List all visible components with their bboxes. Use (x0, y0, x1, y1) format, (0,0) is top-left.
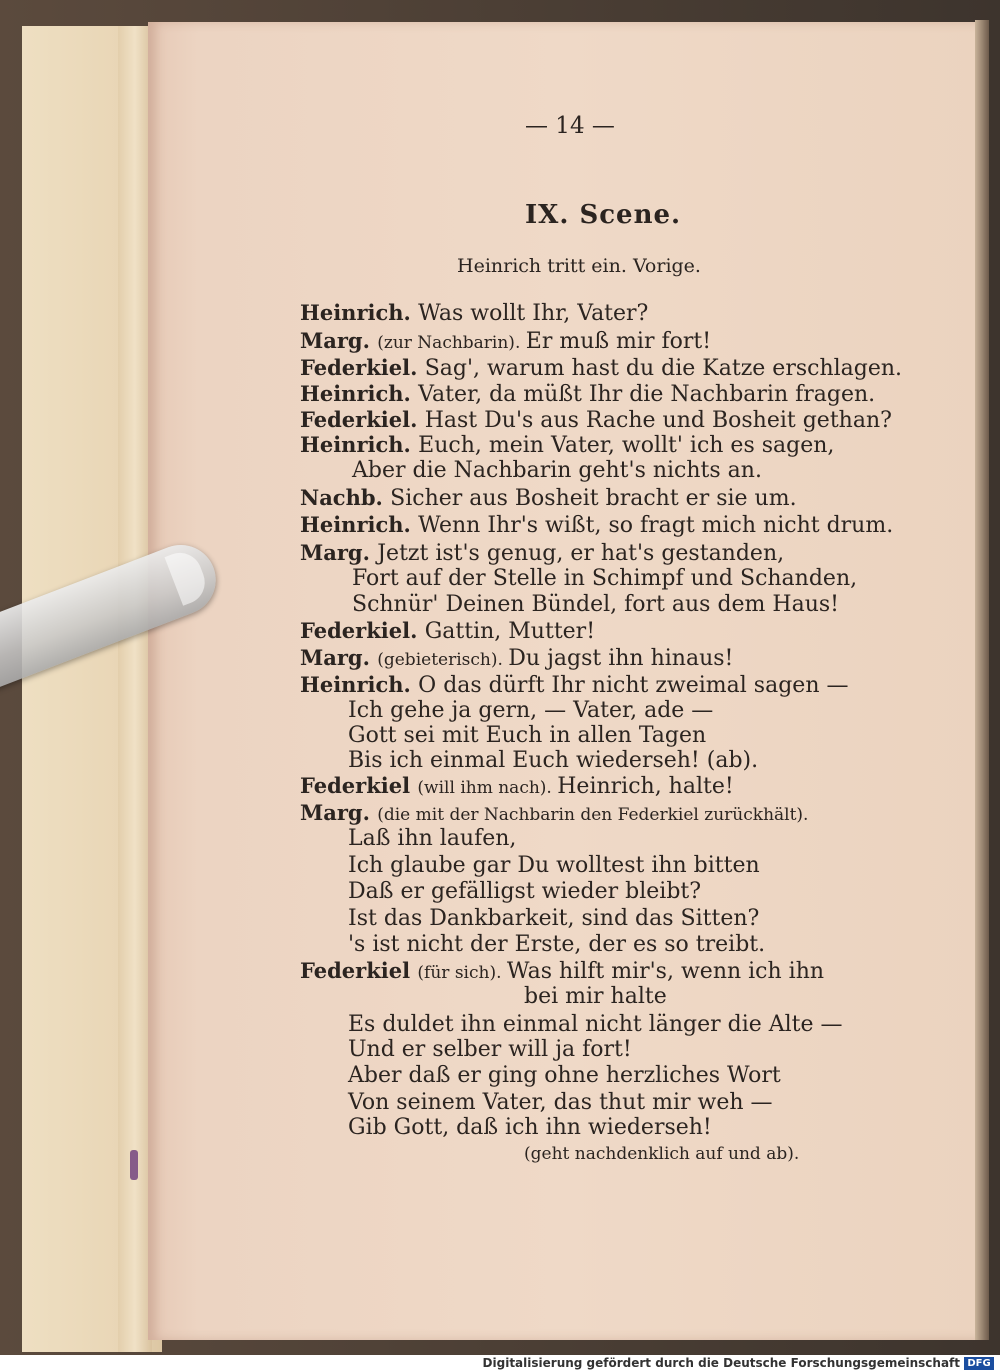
line-text: Daß er gefälligst wieder bleibt? (348, 879, 702, 904)
ruler-highlight (165, 547, 212, 606)
line-text: Du jagst ihn hinaus! (508, 646, 734, 671)
dialogue-line (348, 723, 706, 749)
dialogue-line (300, 485, 797, 512)
speaker-name: Federkiel (300, 958, 418, 983)
dialogue-line (348, 748, 758, 774)
dialogue-line (524, 984, 667, 1010)
line-text: Vater, da müßt Ihr die Nachbarin fragen. (418, 382, 876, 407)
line-text: Schnür' Deinen Bündel, fort aus dem Haus! (352, 592, 839, 617)
line-text: Ist das Dankbarkeit, sind das Sitten? (348, 906, 760, 931)
stage-note: (gebieterisch). (377, 650, 509, 670)
dialogue-line (348, 1090, 773, 1116)
dialogue-line (352, 458, 762, 484)
line-text: Von seinem Vater, das thut mir weh — (348, 1090, 773, 1115)
line-text: Bis ich einmal Euch wiederseh! (ab). (348, 748, 759, 773)
speaker-name: Heinrich. (300, 432, 419, 457)
line-text: Fort auf der Stelle in Schimpf und Schanden, (352, 566, 858, 591)
line-text: Aber daß er ging ohne herzliches Wort (348, 1063, 781, 1088)
line-text: O das dürft Ihr nicht zweimal sagen — (418, 673, 849, 698)
speaker-name: Heinrich. (300, 381, 419, 406)
line-text: Was hilft mir's, wenn ich ihn (506, 959, 825, 984)
speaker-name: Nachb. (300, 485, 391, 510)
dialogue-line (300, 800, 808, 828)
speaker-name: Marg. (300, 800, 378, 825)
speaker-name: Federkiel (300, 773, 418, 798)
dialogue-line (348, 826, 516, 852)
line-text: Sicher aus Bosheit bracht er sie um. (390, 486, 797, 511)
dialogue-line (524, 1140, 799, 1167)
dialogue-line (300, 432, 834, 459)
dialogue-line (300, 645, 733, 673)
line-text: Laß ihn laufen, (348, 826, 517, 851)
line-text: Wenn Ihr's wißt, so fragt mich nicht drum. (418, 513, 894, 538)
dialogue-line (300, 958, 824, 986)
dialogue-line (300, 540, 784, 567)
line-text: Gib Gott, daß ich ihn wiederseh! (348, 1115, 712, 1140)
stage-note: (geht nachdenklich auf und ab). (524, 1144, 800, 1164)
speaker-name: Heinrich. (300, 300, 419, 325)
speaker-name: Federkiel. (300, 407, 425, 432)
stage-direction: Heinrich tritt ein. Vorige. (457, 255, 701, 277)
line-text: Gattin, Mutter! (424, 619, 596, 644)
line-text: Es duldet ihn einmal nicht länger die Alte — (348, 1012, 843, 1037)
dialogue-line (300, 672, 848, 699)
speaker-name: Heinrich. (300, 512, 419, 537)
dialogue-line (348, 932, 765, 958)
scene-title: IX. Scene. (525, 200, 682, 230)
dialogue-line (300, 355, 902, 382)
dialogue-line (300, 381, 875, 408)
line-text: Ich glaube gar Du wolltest ihn bitten (348, 853, 760, 878)
speaker-name: Marg. (300, 645, 378, 670)
speaker-name: Marg. (300, 328, 378, 353)
dialogue-line (348, 1063, 781, 1089)
line-text: Was wollt Ihr, Vater? (418, 301, 649, 326)
line-text: Heinrich, halte! (557, 774, 734, 799)
dialogue-line (300, 773, 734, 801)
dialogue-line (348, 1115, 712, 1141)
dialogue-line (348, 1037, 632, 1063)
dialogue-line (300, 512, 893, 539)
line-text: Aber die Nachbarin geht's nichts an. (352, 458, 762, 483)
stage-note: (für sich). (417, 963, 507, 983)
dialogue-line (352, 566, 857, 592)
line-text: Sag', warum hast du die Katze erschlagen. (424, 356, 903, 381)
line-text: Er muß mir fort! (525, 329, 712, 354)
line-text: Gott sei mit Euch in allen Tagen (348, 723, 707, 748)
dialogue-line (348, 906, 759, 932)
line-text: Ich gehe ja gern, — Vater, ade — (348, 698, 714, 723)
dialogue-line (300, 618, 595, 645)
speaker-name: Marg. (300, 540, 378, 565)
dialogue-line (348, 1012, 843, 1038)
dialogue-line (352, 592, 839, 618)
speaker-name: Federkiel. (300, 355, 425, 380)
dialogue-line (348, 698, 713, 724)
dialogue-line (300, 300, 648, 327)
line-text: Jetzt ist's genug, er hat's gestanden, (377, 541, 785, 566)
stage-note: (die mit der Nachbarin den Federkiel zurückhält). (377, 805, 809, 825)
stage-note: (will ihm nach). (417, 778, 558, 798)
page-number: — 14 — (525, 113, 615, 139)
footer-credit: Digitalisierung gefördert durch die Deutsche Forschungsgemeinschaft (482, 1356, 960, 1370)
line-text: Hast Du's aus Rache und Bosheit gethan? (424, 408, 892, 433)
line-text: bei mir halte (524, 984, 667, 1009)
line-text: 's ist nicht der Erste, der es so treibt. (348, 932, 766, 957)
line-text: Euch, mein Vater, wollt' ich es sagen, (418, 433, 835, 458)
dialogue-line (348, 853, 760, 879)
dialogue-line (300, 407, 892, 434)
stage-note: (zur Nachbarin). (377, 333, 526, 353)
speaker-name: Heinrich. (300, 672, 419, 697)
speaker-name: Federkiel. (300, 618, 425, 643)
dfg-logo-icon: DFG (964, 1357, 994, 1370)
dialogue-line (300, 328, 711, 356)
line-text: Und er selber will ja fort! (348, 1037, 632, 1062)
dialogue-line (348, 879, 701, 905)
